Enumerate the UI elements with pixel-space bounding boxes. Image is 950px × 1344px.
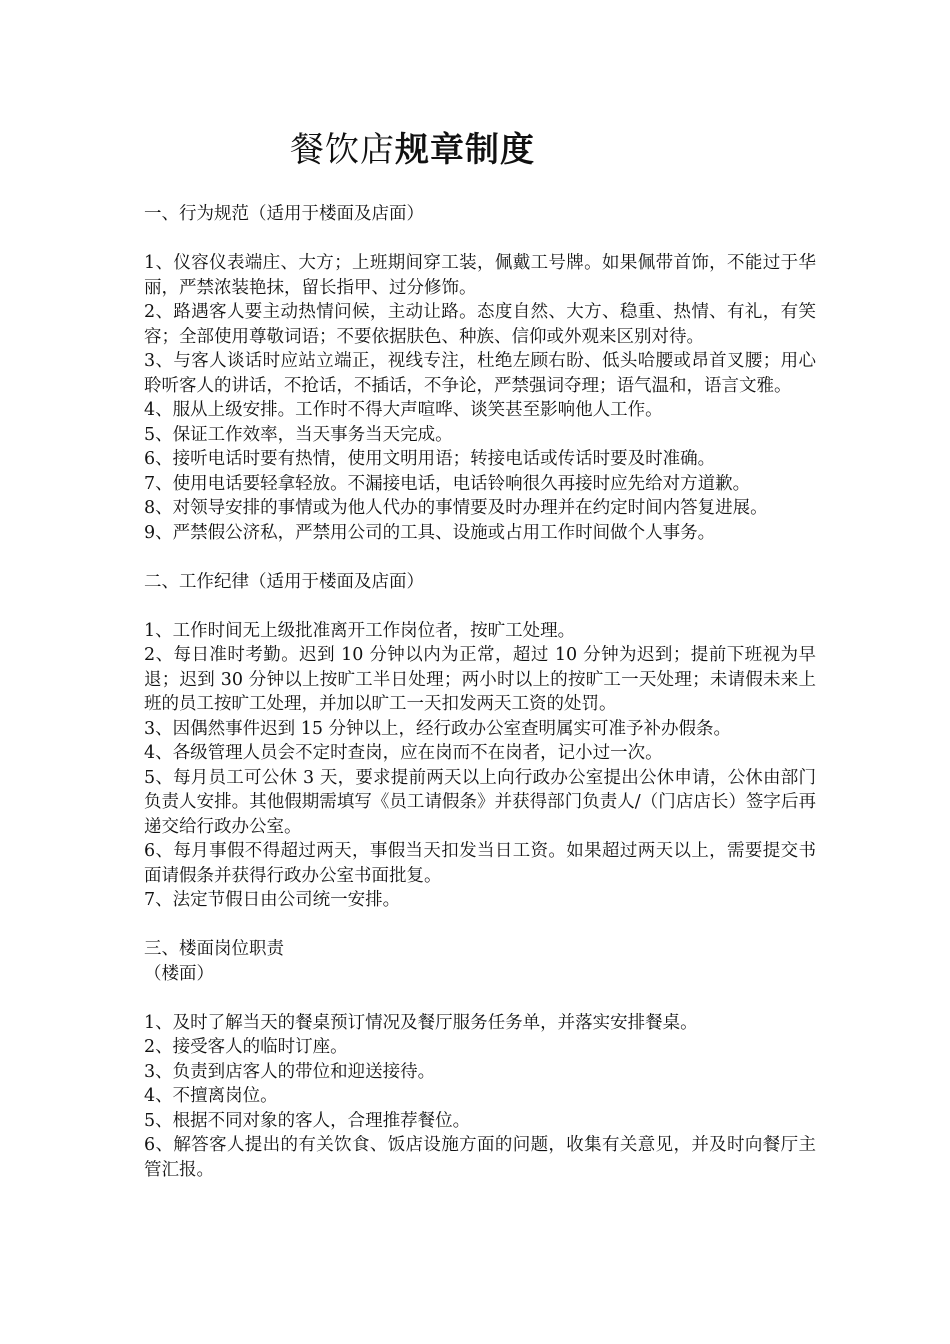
- conduct-item: 8、对领导安排的事情或为他人代办的事情要及时办理并在约定时间内答复进展。: [144, 498, 768, 518]
- conduct-item: 4、服从上级安排。工作时不得大声喧哗、谈笑甚至影响他人工作。: [144, 400, 663, 420]
- duty-item: 5、根据不同对象的客人，合理推荐餐位。: [144, 1110, 471, 1131]
- conduct-item: 9、严禁假公济私，严禁用公司的工具、设施或占用工作时间做个人事务。: [144, 522, 716, 543]
- section-heading-discipline: 二、工作纪律（适用于楼面及店面）: [144, 571, 424, 592]
- discipline-item: 3、因偶然事件迟到 15 分钟以上，经行政办公室查明属实可准予补办假条。: [144, 718, 732, 739]
- discipline-item: 6、每月事假不得超过两天，事假当天扣发当日工资。如果超过两天以上，需要提交书面请假条并获得行政办公室书面批复。: [144, 841, 816, 886]
- conduct-item: 6、接听电话时要有热情，使用文明用语；转接电话或传话时要及时准确。: [144, 449, 716, 469]
- conduct-item: 1、仪容仪表端庄、大方；上班期间穿工装，佩戴工号牌。如果佩带首饰，不能过于华丽，严禁浓装艳抹，留长指甲、过分修饰。: [144, 253, 816, 298]
- conduct-item: 7、使用电话要轻拿轻放。不漏接电话，电话铃响很久再接时应先给对方道歉。: [144, 473, 751, 494]
- discipline-item: 2、每日准时考勤。迟到 10 分钟以内为正常，超过 10 分钟为迟到；提前下班视为早退；迟到 30 分钟以上按旷工半日处理；两小时以上的按旷工一天处理；未请假未来上班的员工按旷工处理，并加以旷工一天扣发两天工资的处罚。: [144, 645, 816, 714]
- discipline-item: 1、工作时间无上级批准离开工作岗位者，按旷工处理。: [144, 620, 576, 641]
- duty-item: 2、接受客人的临时订座。: [144, 1037, 348, 1057]
- conduct-item: 2、路遇客人要主动热情问候，主动让路。态度自然、大方、稳重、热情、有礼，有笑容；全部使用尊敬词语；不要依据肤色、种族、信仰或外观来区别对待。: [144, 302, 816, 347]
- section-subheading-floor: （楼面）: [144, 963, 214, 984]
- conduct-item: 5、保证工作效率，当天事务当天完成。: [144, 424, 453, 445]
- page-title: [290, 128, 535, 172]
- section-heading-duties: 三、楼面岗位职责: [144, 939, 284, 959]
- duty-item: 6、解答客人提出的有关饮食、饭店设施方面的问题，收集有关意见，并及时向餐厅主管汇报。: [144, 1135, 816, 1180]
- discipline-item: 7、法定节假日由公司统一安排。: [144, 890, 401, 910]
- conduct-item: 3、与客人谈话时应站立端正，视线专注，杜绝左顾右盼、低头哈腰或昂首叉腰；用心聆听客人的讲话，不抢话，不插话，不争论，严禁强词夺理；语气温和，语言文雅。: [144, 351, 816, 396]
- title-part-bold: 规章制度: [395, 130, 535, 170]
- duty-item: 1、及时了解当天的餐桌预订情况及餐厅服务任务单，并落实安排餐桌。: [144, 1012, 698, 1033]
- title-part-regular: 餐饮店: [290, 130, 395, 170]
- document-body: [144, 202, 816, 1182]
- duty-item: 4、不擅离岗位。: [144, 1086, 278, 1106]
- section-heading-conduct: 一、行为规范（适用于楼面及店面）: [144, 204, 424, 224]
- discipline-item: 5、每月员工可公休 3 天，要求提前两天以上向行政办公室提出公休申请，公休由部门负责人安排。其他假期需填写《员工请假条》并获得部门负责人/（门店店长）签字后再递交给行政办公室。: [144, 767, 816, 837]
- duty-item: 3、负责到店客人的带位和迎送接待。: [144, 1061, 436, 1082]
- discipline-item: 4、各级管理人员会不定时查岗，应在岗而不在岗者，记小过一次。: [144, 743, 663, 763]
